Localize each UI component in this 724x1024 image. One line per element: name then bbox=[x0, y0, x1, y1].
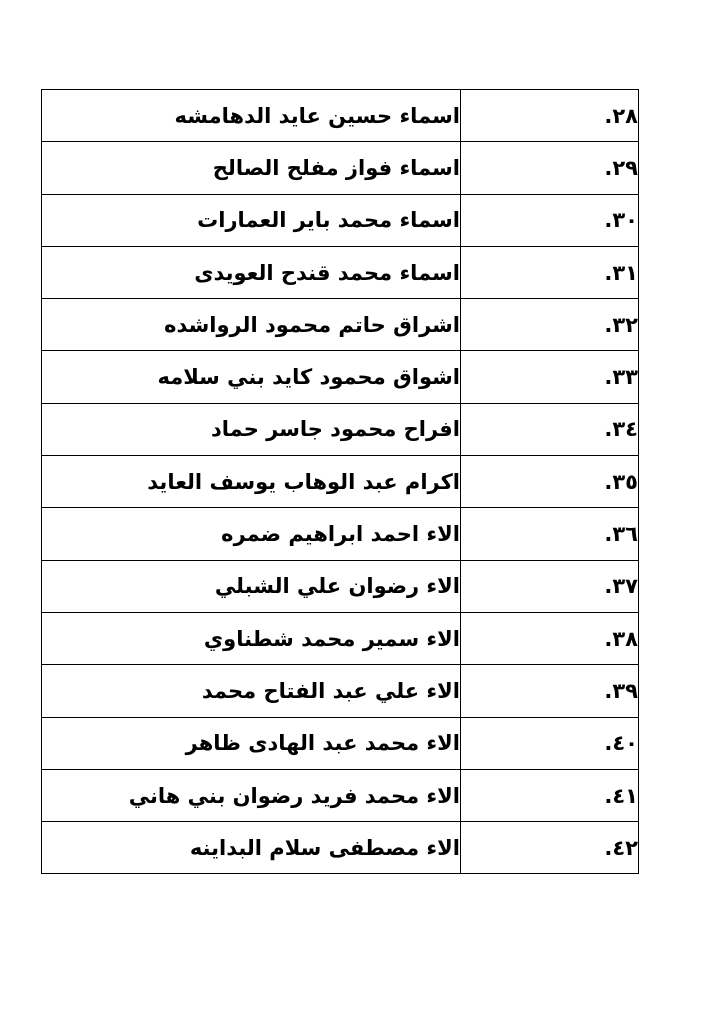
row-number-cell: ٤٢. bbox=[461, 822, 639, 874]
student-name-cell: اسماء فواز مفلح الصالح bbox=[42, 142, 461, 194]
table-row bbox=[42, 90, 639, 142]
student-name-cell: اكرام عبد الوهاب يوسف العايد bbox=[42, 456, 461, 508]
table-row bbox=[42, 717, 639, 769]
row-number-cell: ٣٠. bbox=[461, 194, 639, 246]
student-name-cell: اسماء محمد قندح العويدى bbox=[42, 246, 461, 298]
table-row bbox=[42, 822, 639, 874]
table-row bbox=[42, 612, 639, 664]
row-number-cell: ٤١. bbox=[461, 769, 639, 821]
row-number-cell: ٤٠. bbox=[461, 717, 639, 769]
student-name-cell: الاء علي عبد الفتاح محمد bbox=[42, 665, 461, 717]
names-table bbox=[41, 89, 639, 874]
student-name-cell: الاء مصطفى سلام البداينه bbox=[42, 822, 461, 874]
student-name-cell: الاء سمير محمد شطناوي bbox=[42, 612, 461, 664]
row-number-cell: ٣٦. bbox=[461, 508, 639, 560]
student-name-cell: اشواق محمود كايد بني سلامه bbox=[42, 351, 461, 403]
table-row bbox=[42, 194, 639, 246]
table-row bbox=[42, 456, 639, 508]
row-number-cell: ٣٣. bbox=[461, 351, 639, 403]
table-row bbox=[42, 403, 639, 455]
student-name-cell: الاء محمد عبد الهادى ظاهر bbox=[42, 717, 461, 769]
table-row bbox=[42, 351, 639, 403]
student-name-cell: افراح محمود جاسر حماد bbox=[42, 403, 461, 455]
row-number-cell: ٣٤. bbox=[461, 403, 639, 455]
table-row bbox=[42, 508, 639, 560]
row-number-cell: ٣٢. bbox=[461, 299, 639, 351]
row-number-cell: ٣٨. bbox=[461, 612, 639, 664]
student-name-cell: الاء رضوان علي الشبلي bbox=[42, 560, 461, 612]
table-row bbox=[42, 769, 639, 821]
row-number-cell: ٢٩. bbox=[461, 142, 639, 194]
table-row bbox=[42, 560, 639, 612]
student-name-cell: اشراق حاتم محمود الرواشده bbox=[42, 299, 461, 351]
table-row bbox=[42, 665, 639, 717]
table-body bbox=[42, 90, 639, 874]
row-number-cell: ٣٩. bbox=[461, 665, 639, 717]
table-row bbox=[42, 299, 639, 351]
table-row bbox=[42, 142, 639, 194]
row-number-cell: ٢٨. bbox=[461, 90, 639, 142]
student-name-cell: اسماء حسين عايد الدهامشه bbox=[42, 90, 461, 142]
row-number-cell: ٣١. bbox=[461, 246, 639, 298]
row-number-cell: ٣٥. bbox=[461, 456, 639, 508]
table-row bbox=[42, 246, 639, 298]
student-name-cell: الاء محمد فريد رضوان بني هاني bbox=[42, 769, 461, 821]
student-name-cell: اسماء محمد باير العمارات bbox=[42, 194, 461, 246]
student-name-cell: الاء احمد ابراهيم ضمره bbox=[42, 508, 461, 560]
row-number-cell: ٣٧. bbox=[461, 560, 639, 612]
